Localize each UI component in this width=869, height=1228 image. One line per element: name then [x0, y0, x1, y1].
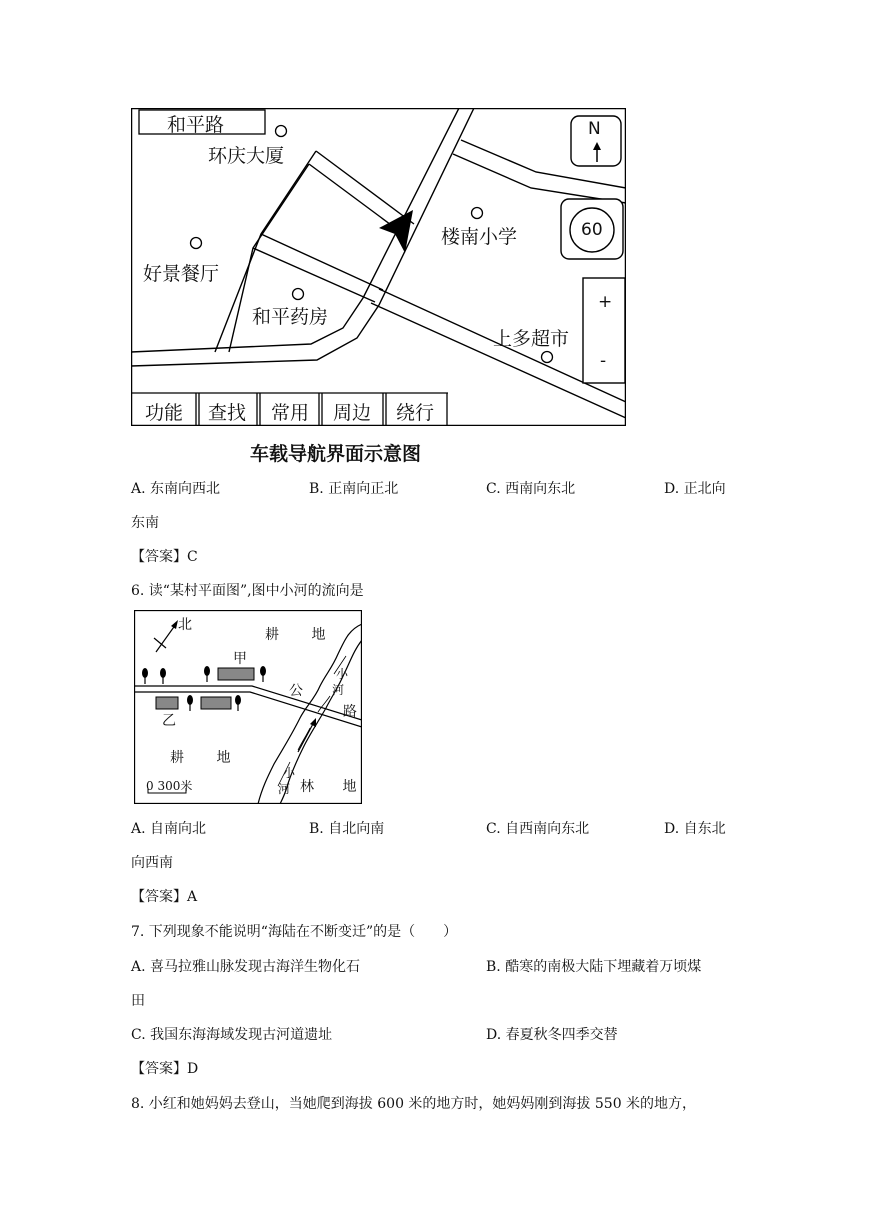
jia-label: 甲 — [233, 651, 247, 667]
zoom-out-button[interactable]: - — [600, 351, 607, 371]
q5-option-d: D. 正北向 — [664, 481, 726, 497]
haojing-marker-icon — [191, 238, 202, 249]
building-yi-1 — [156, 697, 178, 709]
pharmacy-label: 和平药房 — [252, 306, 329, 328]
q7-stem: 7. 下列现象不能说明“海陆在不断变迁”的是（ ） — [131, 924, 458, 940]
pharmacy-marker-icon — [293, 289, 304, 300]
q6-answer: 【答案】A — [131, 889, 198, 905]
building-jia — [218, 668, 254, 680]
river-char-upper-xiao: 小 — [336, 667, 349, 681]
scale-label: 0 300米 — [146, 779, 193, 793]
menu-function-button[interactable]: 功能 — [145, 402, 184, 424]
nav-map-caption: 车载导航界面示意图 — [250, 443, 422, 465]
q5-option-a: A. 东南向西北 — [131, 481, 221, 497]
menu-frequent-button[interactable]: 常用 — [271, 402, 310, 424]
q6-option-b: B. 自北向南 — [309, 821, 385, 837]
building-yi-2 — [201, 697, 231, 709]
river-char-lower-he: 河 — [278, 782, 291, 796]
loulan-label: 楼南小学 — [441, 226, 518, 248]
q6-option-a: A. 自南向北 — [131, 821, 207, 837]
menu-search-button[interactable]: 查找 — [208, 402, 247, 424]
village-north-label: 北 — [178, 617, 192, 633]
compass-n-label: N — [588, 119, 601, 139]
road-char-lu: 路 — [343, 704, 357, 720]
q6-stem: 6. 读“某村平面图”,图中小河的流向是 — [131, 583, 364, 599]
speed-limit-value: 60 — [581, 220, 603, 240]
q6-option-d-wrap: 向西南 — [131, 855, 173, 871]
loulan-marker-icon — [472, 208, 483, 219]
q7-option-c: C. 我国东海海域发现古河道遗址 — [131, 1027, 333, 1043]
q8-stem: 8. 小红和她妈妈去登山，当她爬到海拔 600 米的地方时，她妈妈刚到海拔 550 米的地方， — [131, 1096, 697, 1112]
menu-nearby-button[interactable]: 周边 — [333, 402, 372, 424]
q5-option-c: C. 西南向东北 — [486, 481, 576, 497]
forest-label: 林 地 — [300, 779, 369, 795]
q5-option-d-wrap: 东南 — [131, 515, 159, 531]
q5-option-b: B. 正南向正北 — [309, 481, 399, 497]
q6-option-c: C. 自西南向东北 — [486, 821, 590, 837]
yi-label: 乙 — [162, 713, 176, 729]
q7-option-a: A. 喜马拉雅山脉发现古海洋生物化石 — [131, 959, 361, 975]
zoom-in-button[interactable]: + — [598, 292, 613, 312]
farmland-upper-label: 耕 地 — [265, 627, 340, 643]
q5-answer: 【答案】C — [131, 549, 198, 565]
huanqing-label: 环庆大厦 — [208, 145, 285, 167]
river-char-lower-xiao: 小 — [283, 766, 296, 780]
q6-option-d: D. 自东北 — [664, 821, 726, 837]
huanqing-marker-icon — [276, 126, 287, 137]
farmland-lower-label: 耕 地 — [170, 750, 245, 766]
q7-option-b-wrap: 田 — [131, 993, 145, 1009]
q7-option-b: B. 酷寒的南极大陆下埋藏着万顷煤 — [486, 959, 702, 975]
shangduo-label: 上多超市 — [493, 328, 570, 350]
q7-option-d: D. 春夏秋冬四季交替 — [486, 1027, 618, 1043]
shangduo-marker-icon — [542, 352, 553, 363]
menu-detour-button[interactable]: 绕行 — [396, 402, 435, 424]
q7-answer: 【答案】D — [131, 1061, 199, 1077]
road-char-gong: 公 — [289, 683, 303, 699]
road-name-label: 和平路 — [167, 114, 225, 136]
river-char-upper-he: 河 — [332, 683, 345, 697]
haojing-label: 好景餐厅 — [143, 263, 220, 285]
